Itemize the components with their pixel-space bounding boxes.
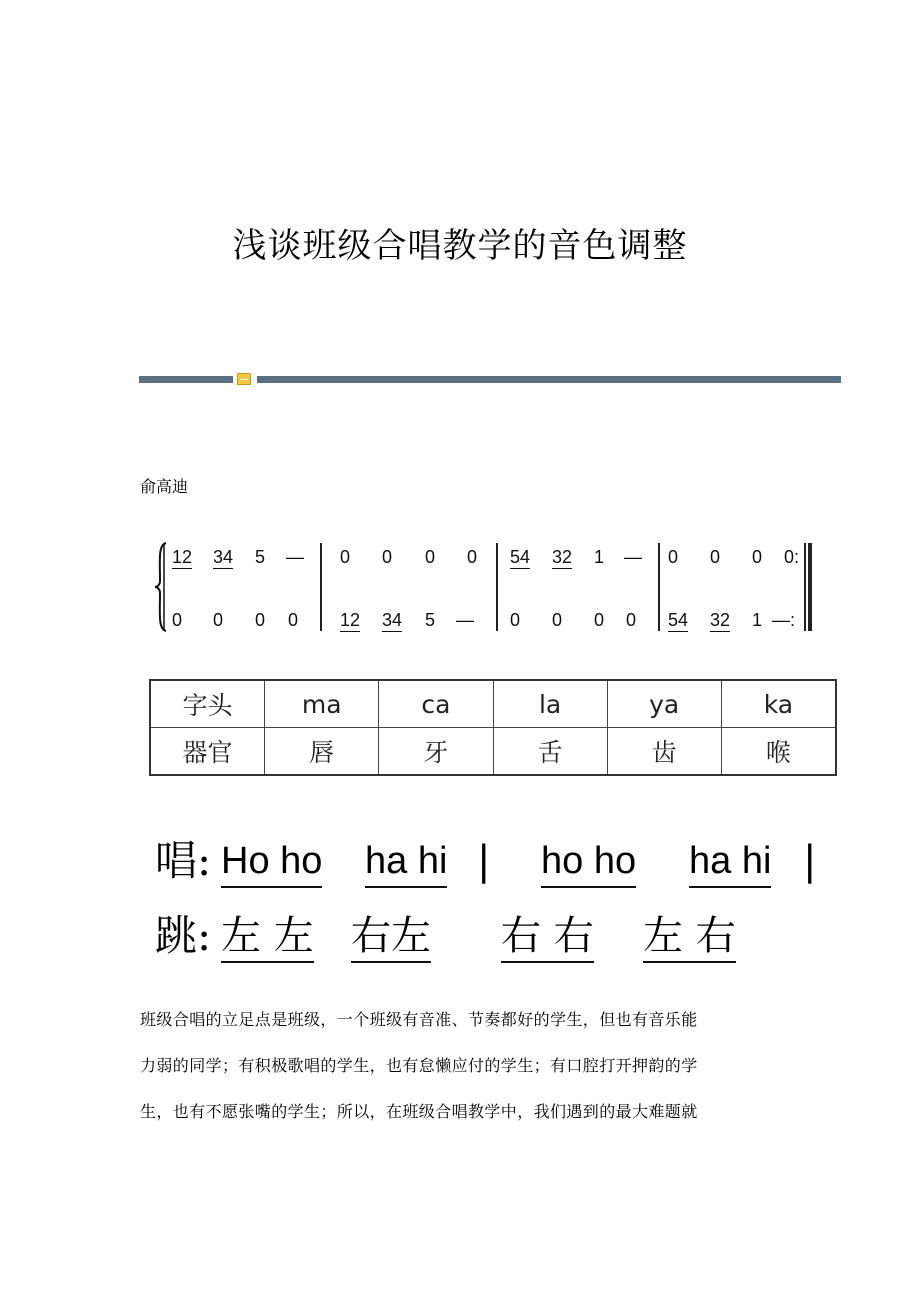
score-note: 54	[668, 610, 689, 630]
sing-separator: |	[803, 838, 817, 884]
score-note: 0	[213, 610, 224, 630]
sing-line	[155, 836, 835, 896]
page-title: 浅谈班级合唱教学的音色调整	[232, 226, 688, 266]
score-barline	[320, 543, 322, 631]
body-line: 班级合唱的立足点是班级，一个班级有音准、节奏都好的学生，但也有音乐能	[140, 1010, 698, 1029]
table-row	[150, 728, 836, 776]
score-note: —	[286, 547, 304, 567]
table-cell: 字头	[150, 680, 265, 728]
sing-word: ho ho	[541, 836, 636, 888]
score-note: 32	[710, 610, 731, 630]
score-note: 0	[710, 547, 721, 567]
score-note: 0	[552, 610, 563, 630]
table-row	[150, 680, 836, 728]
score-barline	[658, 543, 660, 631]
score-note: 0	[467, 547, 478, 567]
jump-label: 跳:	[155, 911, 212, 960]
jump-word: 右 右	[501, 911, 594, 963]
sing-word: ha hi	[365, 836, 447, 888]
body-line: 力弱的同学；有积极歌唱的学生，也有怠懒应付的学生；有口腔打开押韵的学	[140, 1056, 698, 1075]
sing-label: 唱:	[155, 836, 212, 885]
chant-exercise	[155, 836, 835, 966]
title-divider	[139, 373, 841, 387]
table-cell: 器官	[150, 728, 265, 776]
score-barline	[496, 543, 498, 631]
score-note: 0	[425, 547, 436, 567]
score-note: 0	[288, 610, 299, 630]
author-name: 俞高迪	[140, 477, 189, 496]
body-line: 生，也有不愿张嘴的学生；所以，在班级合唱教学中，我们遇到的最大难题就	[140, 1102, 698, 1121]
divider-ornament-icon	[237, 373, 251, 385]
table-cell: 唇	[265, 728, 379, 776]
score-note: —	[456, 610, 474, 630]
score-note: 0	[594, 610, 605, 630]
score-note: 0	[255, 610, 266, 630]
score-note: 0	[626, 610, 637, 630]
score-note: 5	[425, 610, 436, 630]
table-cell: ya	[607, 680, 721, 728]
divider-bar-right	[257, 376, 841, 383]
score-end-barline	[804, 543, 806, 631]
score-note: 34	[213, 547, 234, 567]
body-paragraph	[140, 997, 780, 1135]
syllable-table	[149, 679, 837, 776]
score-note: 0	[510, 610, 521, 630]
score-note: 0	[668, 547, 679, 567]
table-cell: 牙	[379, 728, 493, 776]
jump-line	[155, 911, 835, 971]
divider-bar-left	[139, 376, 233, 383]
score-brace-icon	[154, 541, 168, 633]
table-cell: 齿	[607, 728, 721, 776]
jump-word: 左 右	[643, 911, 736, 963]
table-cell: ma	[265, 680, 379, 728]
sing-separator: |	[477, 838, 491, 884]
score-note: 54	[510, 547, 531, 567]
score-note: —	[624, 547, 642, 567]
score-note: 12	[340, 610, 361, 630]
score-note: 1	[752, 610, 763, 630]
score-note: —:	[772, 610, 796, 630]
score-note: 0	[340, 547, 351, 567]
score-note: 12	[172, 547, 193, 567]
sing-word: Ho ho	[221, 836, 322, 888]
score-note: 34	[382, 610, 403, 630]
score-note: 0:	[784, 547, 800, 567]
jump-word: 左 左	[221, 911, 314, 963]
table-cell: ca	[379, 680, 493, 728]
table-cell: 喉	[721, 728, 836, 776]
table-cell: 舌	[493, 728, 607, 776]
score-note: 32	[552, 547, 573, 567]
jump-word: 右左	[351, 911, 431, 963]
sing-word: ha hi	[689, 836, 771, 888]
music-score	[150, 535, 820, 635]
score-note: 1	[594, 547, 605, 567]
score-note: 5	[255, 547, 266, 567]
score-end-barline-thick	[808, 543, 812, 631]
score-note: 0	[382, 547, 393, 567]
table-cell: ka	[721, 680, 836, 728]
score-note: 0	[752, 547, 763, 567]
table-cell: la	[493, 680, 607, 728]
score-note: 0	[172, 610, 183, 630]
